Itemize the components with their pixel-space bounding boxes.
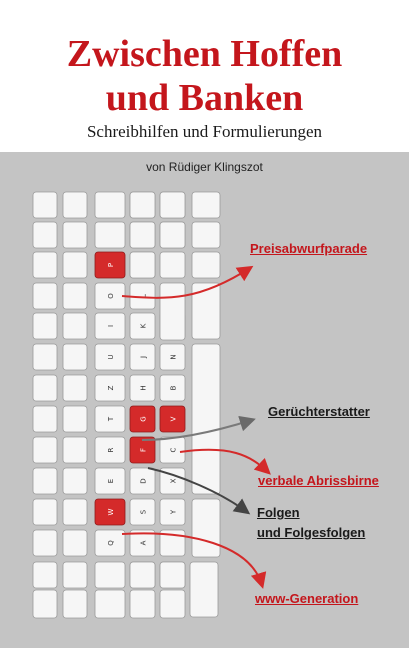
key-label-e: E bbox=[107, 478, 115, 484]
key-label-n: N bbox=[169, 354, 178, 360]
keyboard-key bbox=[160, 283, 185, 340]
keyboard-key bbox=[33, 375, 57, 401]
keyboard-key bbox=[160, 562, 185, 588]
keyboard-key bbox=[63, 222, 87, 248]
keyboard-key bbox=[33, 344, 57, 370]
keyboard-key bbox=[190, 562, 218, 617]
key-label-d: D bbox=[139, 478, 148, 484]
keyboard-key bbox=[63, 530, 87, 556]
key-label-a: A bbox=[139, 540, 148, 546]
keyboard-key bbox=[95, 590, 125, 618]
keyboard-key bbox=[33, 406, 57, 432]
key-label-j: J bbox=[139, 355, 148, 359]
key-label-k: K bbox=[139, 323, 148, 329]
keyboard-key bbox=[33, 222, 57, 248]
key-label-p: P bbox=[107, 262, 115, 268]
keyboard-key bbox=[33, 468, 57, 494]
keyboard-key bbox=[130, 252, 155, 278]
keyboard-key bbox=[63, 590, 87, 618]
keyboard-key bbox=[192, 192, 220, 218]
keyboard-key bbox=[33, 499, 57, 525]
key-label-f: F bbox=[139, 447, 148, 453]
keyboard-key bbox=[192, 222, 220, 248]
keyboard-key bbox=[95, 222, 125, 248]
keyboard-key bbox=[192, 283, 220, 339]
keyboard-key bbox=[160, 590, 185, 618]
keyboard-key bbox=[33, 437, 57, 463]
keyboard-key bbox=[63, 468, 87, 494]
keyboard-key bbox=[33, 252, 57, 278]
key-label-t: T bbox=[107, 416, 115, 422]
key-label-y: Y bbox=[169, 509, 178, 515]
keyboard-key bbox=[63, 252, 87, 278]
keyboard-key bbox=[95, 562, 125, 588]
key-label-h: H bbox=[139, 385, 148, 391]
key-label-b: B bbox=[169, 385, 178, 391]
key-label-i: I bbox=[107, 324, 115, 328]
key-label-w: W bbox=[107, 508, 115, 516]
callout-folgen: Folgen bbox=[257, 505, 300, 520]
keyboard-key bbox=[130, 562, 155, 588]
keyboard-key bbox=[130, 590, 155, 618]
key-label-x: X bbox=[169, 478, 178, 484]
keyboard-key bbox=[33, 590, 57, 618]
keyboard-key bbox=[160, 222, 185, 248]
key-label-c: C bbox=[169, 447, 178, 453]
keyboard-key bbox=[192, 252, 220, 278]
keyboard-key bbox=[160, 192, 185, 218]
keyboard-key bbox=[95, 192, 125, 218]
subtitle: Schreibhilfen und Formulierungen bbox=[86, 122, 323, 141]
keyboard-key bbox=[160, 252, 185, 278]
key-label-u: U bbox=[107, 354, 115, 360]
keyboard-key bbox=[33, 313, 57, 339]
keyboard-key bbox=[192, 499, 220, 557]
author: von Rüdiger Klingszot bbox=[146, 160, 263, 174]
keyboard-key bbox=[63, 192, 87, 218]
keyboard-key bbox=[33, 562, 57, 588]
keyboard-key bbox=[33, 192, 57, 218]
keyboard-key bbox=[33, 283, 57, 309]
keyboard-key bbox=[63, 562, 87, 588]
callout-folgesfolgen: und Folgesfolgen bbox=[257, 525, 366, 540]
keyboard-key bbox=[63, 437, 87, 463]
callout-www-generation: www-Generation bbox=[255, 591, 359, 606]
keyboard-key bbox=[63, 499, 87, 525]
callout-preisabwurfparade: Preisabwurfparade bbox=[250, 241, 368, 256]
keyboard-key bbox=[63, 375, 87, 401]
key-label-z: Z bbox=[107, 385, 115, 391]
keyboard-key bbox=[192, 344, 220, 494]
key-label-v: V bbox=[169, 416, 178, 422]
keyboard-key bbox=[63, 313, 87, 339]
keyboard-key bbox=[63, 283, 87, 309]
keyboard-key bbox=[130, 192, 155, 218]
key-label-q: Q bbox=[107, 540, 115, 546]
title-line-1: Zwischen Hoffen bbox=[66, 33, 343, 75]
keyboard-key bbox=[33, 530, 57, 556]
keyboard-key bbox=[63, 344, 87, 370]
key-label-g: G bbox=[139, 416, 148, 422]
key-label-o: O bbox=[107, 293, 115, 299]
key-label-r: R bbox=[107, 447, 115, 453]
key-label-l: L bbox=[139, 294, 148, 298]
keyboard-keys bbox=[33, 192, 220, 618]
callout-geruechterstatter: Gerüchterstatter bbox=[268, 404, 370, 419]
title-line-2: und Banken bbox=[105, 77, 304, 119]
callout-verbale-abrissbirne: verbale Abrissbirne bbox=[258, 473, 379, 488]
key-label-s: S bbox=[139, 509, 148, 515]
keyboard-key bbox=[63, 406, 87, 432]
keyboard-key bbox=[130, 222, 155, 248]
